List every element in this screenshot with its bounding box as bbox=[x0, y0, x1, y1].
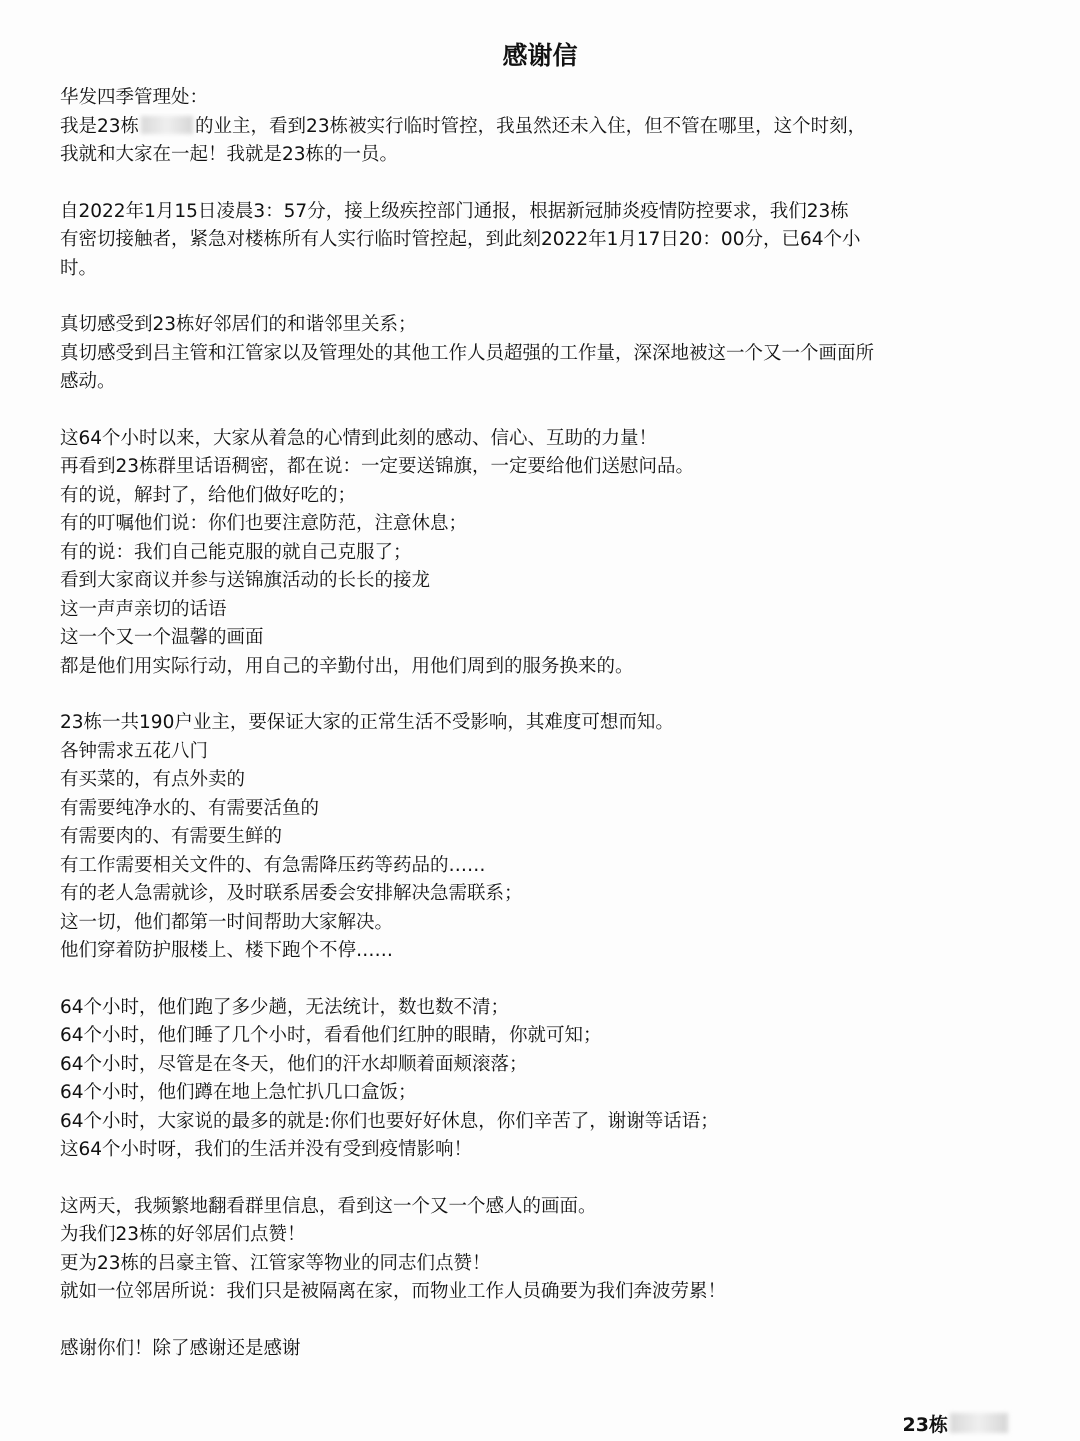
text-line: 这两天，我频繁地翻看群里信息，看到这一个又一个感人的画面。 bbox=[60, 1195, 597, 1217]
text-line: 就如一位邻居所说：我们只是被隔离在家，而物业工作人员确要为我们奔波劳累！ bbox=[60, 1281, 727, 1302]
text-line: 有的老人急需就诊，及时联系居委会安排解决急需联系； bbox=[60, 883, 523, 904]
paragraph bbox=[60, 709, 1020, 966]
signature-text: 23栋 bbox=[902, 1414, 948, 1436]
text-line: 这64个小时以来，大家从着急的心情到此刻的感动、信心、互助的力量！ bbox=[60, 427, 658, 449]
text-line: 他们穿着防护服楼上、楼下跑个不停…… bbox=[60, 940, 394, 961]
text-line: 感谢你们！除了感谢还是感谢 bbox=[60, 1337, 301, 1359]
text-segment: 的业主，看到23栋被实行临时管控，我虽然还未入住，但不管在哪里，这个时刻， bbox=[195, 115, 867, 137]
redacted-mark bbox=[141, 116, 193, 134]
redacted-mark bbox=[950, 1413, 1008, 1433]
text-line: 自2022年1月15日凌晨3：57分，接上级疾控部门通报，根据新冠肺炎疫情防控要求，我们23栋 bbox=[60, 200, 849, 222]
text-line: 这一声声亲切的话语 bbox=[60, 598, 227, 620]
paragraph bbox=[60, 994, 1020, 1165]
text-line: 23栋一共190户业主，要保证大家的正常生活不受影响，其难度可想而知。 bbox=[60, 712, 674, 733]
text-line: 有需要肉的、有需要生鲜的 bbox=[60, 826, 283, 847]
text-line: 有买菜的，有点外卖的 bbox=[60, 769, 246, 790]
text-line: 有工作需要相关文件的、有急需降压药等药品的…… bbox=[60, 854, 486, 876]
text-line: 为我们23栋的好邻居们点赞！ bbox=[60, 1224, 306, 1245]
text-line bbox=[60, 113, 1020, 142]
text-line: 各钟需求五花八门 bbox=[60, 740, 209, 762]
text-line: 有需要纯净水的、有需要活鱼的 bbox=[60, 797, 320, 819]
letter-body bbox=[60, 84, 1020, 1391]
text-line: 我就和大家在一起！我就是23栋的一员。 bbox=[60, 144, 399, 165]
text-line: 有的说，解封了，给他们做好吃的； bbox=[60, 484, 357, 506]
paragraph bbox=[60, 198, 1020, 284]
paragraph bbox=[60, 84, 1020, 170]
paragraph bbox=[60, 1193, 1020, 1307]
paragraph bbox=[60, 1335, 1020, 1364]
text-line: 再看到23栋群里话语稠密，都在说：一定要送锦旗，一定要给他们送慰问品。 bbox=[60, 456, 695, 477]
text-line: 都是他们用实际行动，用自己的辛勤付出，用他们周到的服务换来的。 bbox=[60, 655, 634, 677]
text-line: 有的说：我们自己能克服的就自己克服了； bbox=[60, 541, 412, 563]
text-line: 64个小时，他们睡了几个小时，看看他们红肿的眼睛，你就可知； bbox=[60, 1025, 602, 1046]
text-line: 64个小时，大家说的最多的就是:你们也要好好休息，你们辛苦了，谢谢等话语； bbox=[60, 1110, 719, 1132]
signature bbox=[903, 1410, 1010, 1437]
text-line: 64个小时，他们蹲在地上急忙扒几口盒饭； bbox=[60, 1082, 417, 1103]
text-line: 看到大家商议并参与送锦旗活动的长长的接龙 bbox=[60, 570, 431, 591]
text-line: 时。 bbox=[60, 257, 98, 279]
text-line: 感动。 bbox=[60, 371, 116, 392]
text-line: 有密切接触者，紧急对楼栋所有人实行临时管控起，到此刻2022年1月17日20：00分，已64个小 bbox=[60, 229, 861, 250]
text-line: 这64个小时呀，我们的生活并没有受到疫情影响！ bbox=[60, 1139, 473, 1160]
text-line: 64个小时，尽管是在冬天，他们的汗水却顺着面颊滚落； bbox=[60, 1053, 528, 1075]
page-title: 感谢信 bbox=[502, 41, 578, 70]
text-line: 更为23栋的吕豪主管、江管家等物业的同志们点赞！ bbox=[60, 1252, 491, 1274]
text-line: 这一切，他们都第一时间帮助大家解决。 bbox=[60, 911, 394, 933]
text-line: 这一个又一个温馨的画面 bbox=[60, 627, 264, 648]
text-segment: 我是23栋 bbox=[60, 115, 140, 137]
text-line: 有的叮嘱他们说：你们也要注意防范，注意休息； bbox=[60, 513, 468, 534]
text-line: 真切感受到23栋好邻居们的和谐邻里关系； bbox=[60, 314, 417, 335]
text-line: 64个小时，他们跑了多少趟，无法统计，数也数不清； bbox=[60, 996, 510, 1018]
paragraph bbox=[60, 311, 1020, 397]
text-line: 真切感受到吕主管和江管家以及管理处的其他工作人员超强的工作量，深深地被这一个又一个画面所 bbox=[60, 342, 875, 364]
text-line: 华发四季管理处： bbox=[60, 87, 209, 108]
paragraph bbox=[60, 425, 1020, 682]
